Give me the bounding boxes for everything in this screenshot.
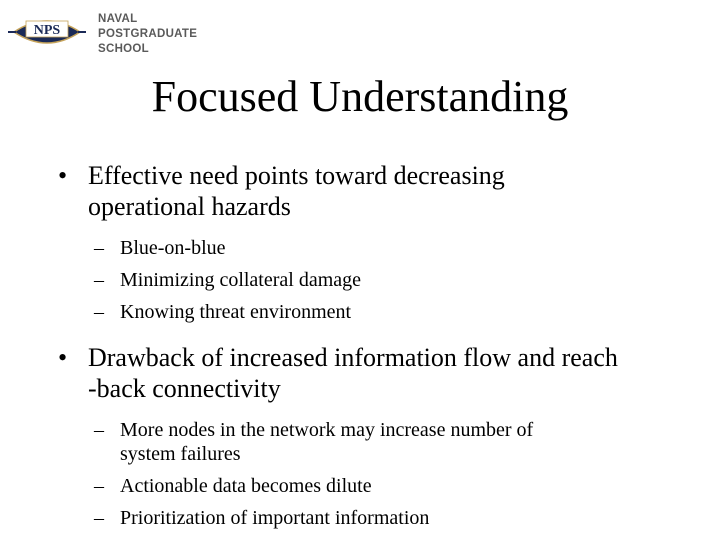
dash-icon: – bbox=[94, 301, 104, 323]
bullet-line: Effective need points toward decreasing bbox=[88, 161, 505, 190]
sub-bullet-line: Knowing threat environment bbox=[120, 301, 352, 323]
school-name-line: SCHOOL bbox=[98, 43, 149, 55]
sub-bullet-item bbox=[58, 506, 698, 530]
nps-badge-motto: PRAESTANTIA PER SCIENTIA bbox=[22, 41, 73, 51]
sub-bullet-line: Blue-on-blue bbox=[120, 237, 226, 259]
bullet-item bbox=[58, 160, 698, 222]
dash-icon: – bbox=[94, 237, 104, 259]
bullet-dot-icon: • bbox=[58, 161, 68, 190]
bullet-line: -back connectivity bbox=[88, 374, 281, 403]
sub-bullet-item bbox=[58, 418, 698, 466]
slide-body bbox=[58, 160, 698, 530]
dash-icon: – bbox=[94, 507, 104, 529]
bullet-item bbox=[58, 342, 698, 404]
school-name-line: NAVAL bbox=[98, 13, 138, 25]
sub-bullet-line: Minimizing collateral damage bbox=[120, 269, 362, 291]
sub-bullet-item bbox=[58, 268, 698, 292]
school-name bbox=[98, 12, 197, 57]
sub-bullet-line: system failures bbox=[120, 443, 241, 465]
sub-bullet-item bbox=[58, 236, 698, 260]
bullet-dot-icon: • bbox=[58, 343, 68, 372]
slide-title: Focused Understanding bbox=[151, 72, 569, 121]
dash-icon: – bbox=[94, 475, 104, 497]
school-name-line: POSTGRADUATE bbox=[98, 28, 198, 40]
nps-seal-icon bbox=[6, 6, 88, 58]
dash-icon: – bbox=[94, 419, 104, 441]
bullet-line: operational hazards bbox=[88, 192, 291, 221]
sub-bullet-item bbox=[58, 474, 698, 498]
nps-badge-text: NPS bbox=[33, 23, 61, 38]
bullet-line: Drawback of increased information flow and reach bbox=[88, 343, 618, 372]
nps-logo bbox=[6, 6, 206, 62]
sub-bullet-line: Actionable data becomes dilute bbox=[120, 475, 372, 497]
sub-bullet-line: More nodes in the network may increase number of bbox=[120, 419, 534, 441]
sub-bullet-item bbox=[58, 300, 698, 324]
dash-icon: – bbox=[94, 269, 104, 291]
sub-bullet-line: Prioritization of important information bbox=[120, 507, 430, 529]
